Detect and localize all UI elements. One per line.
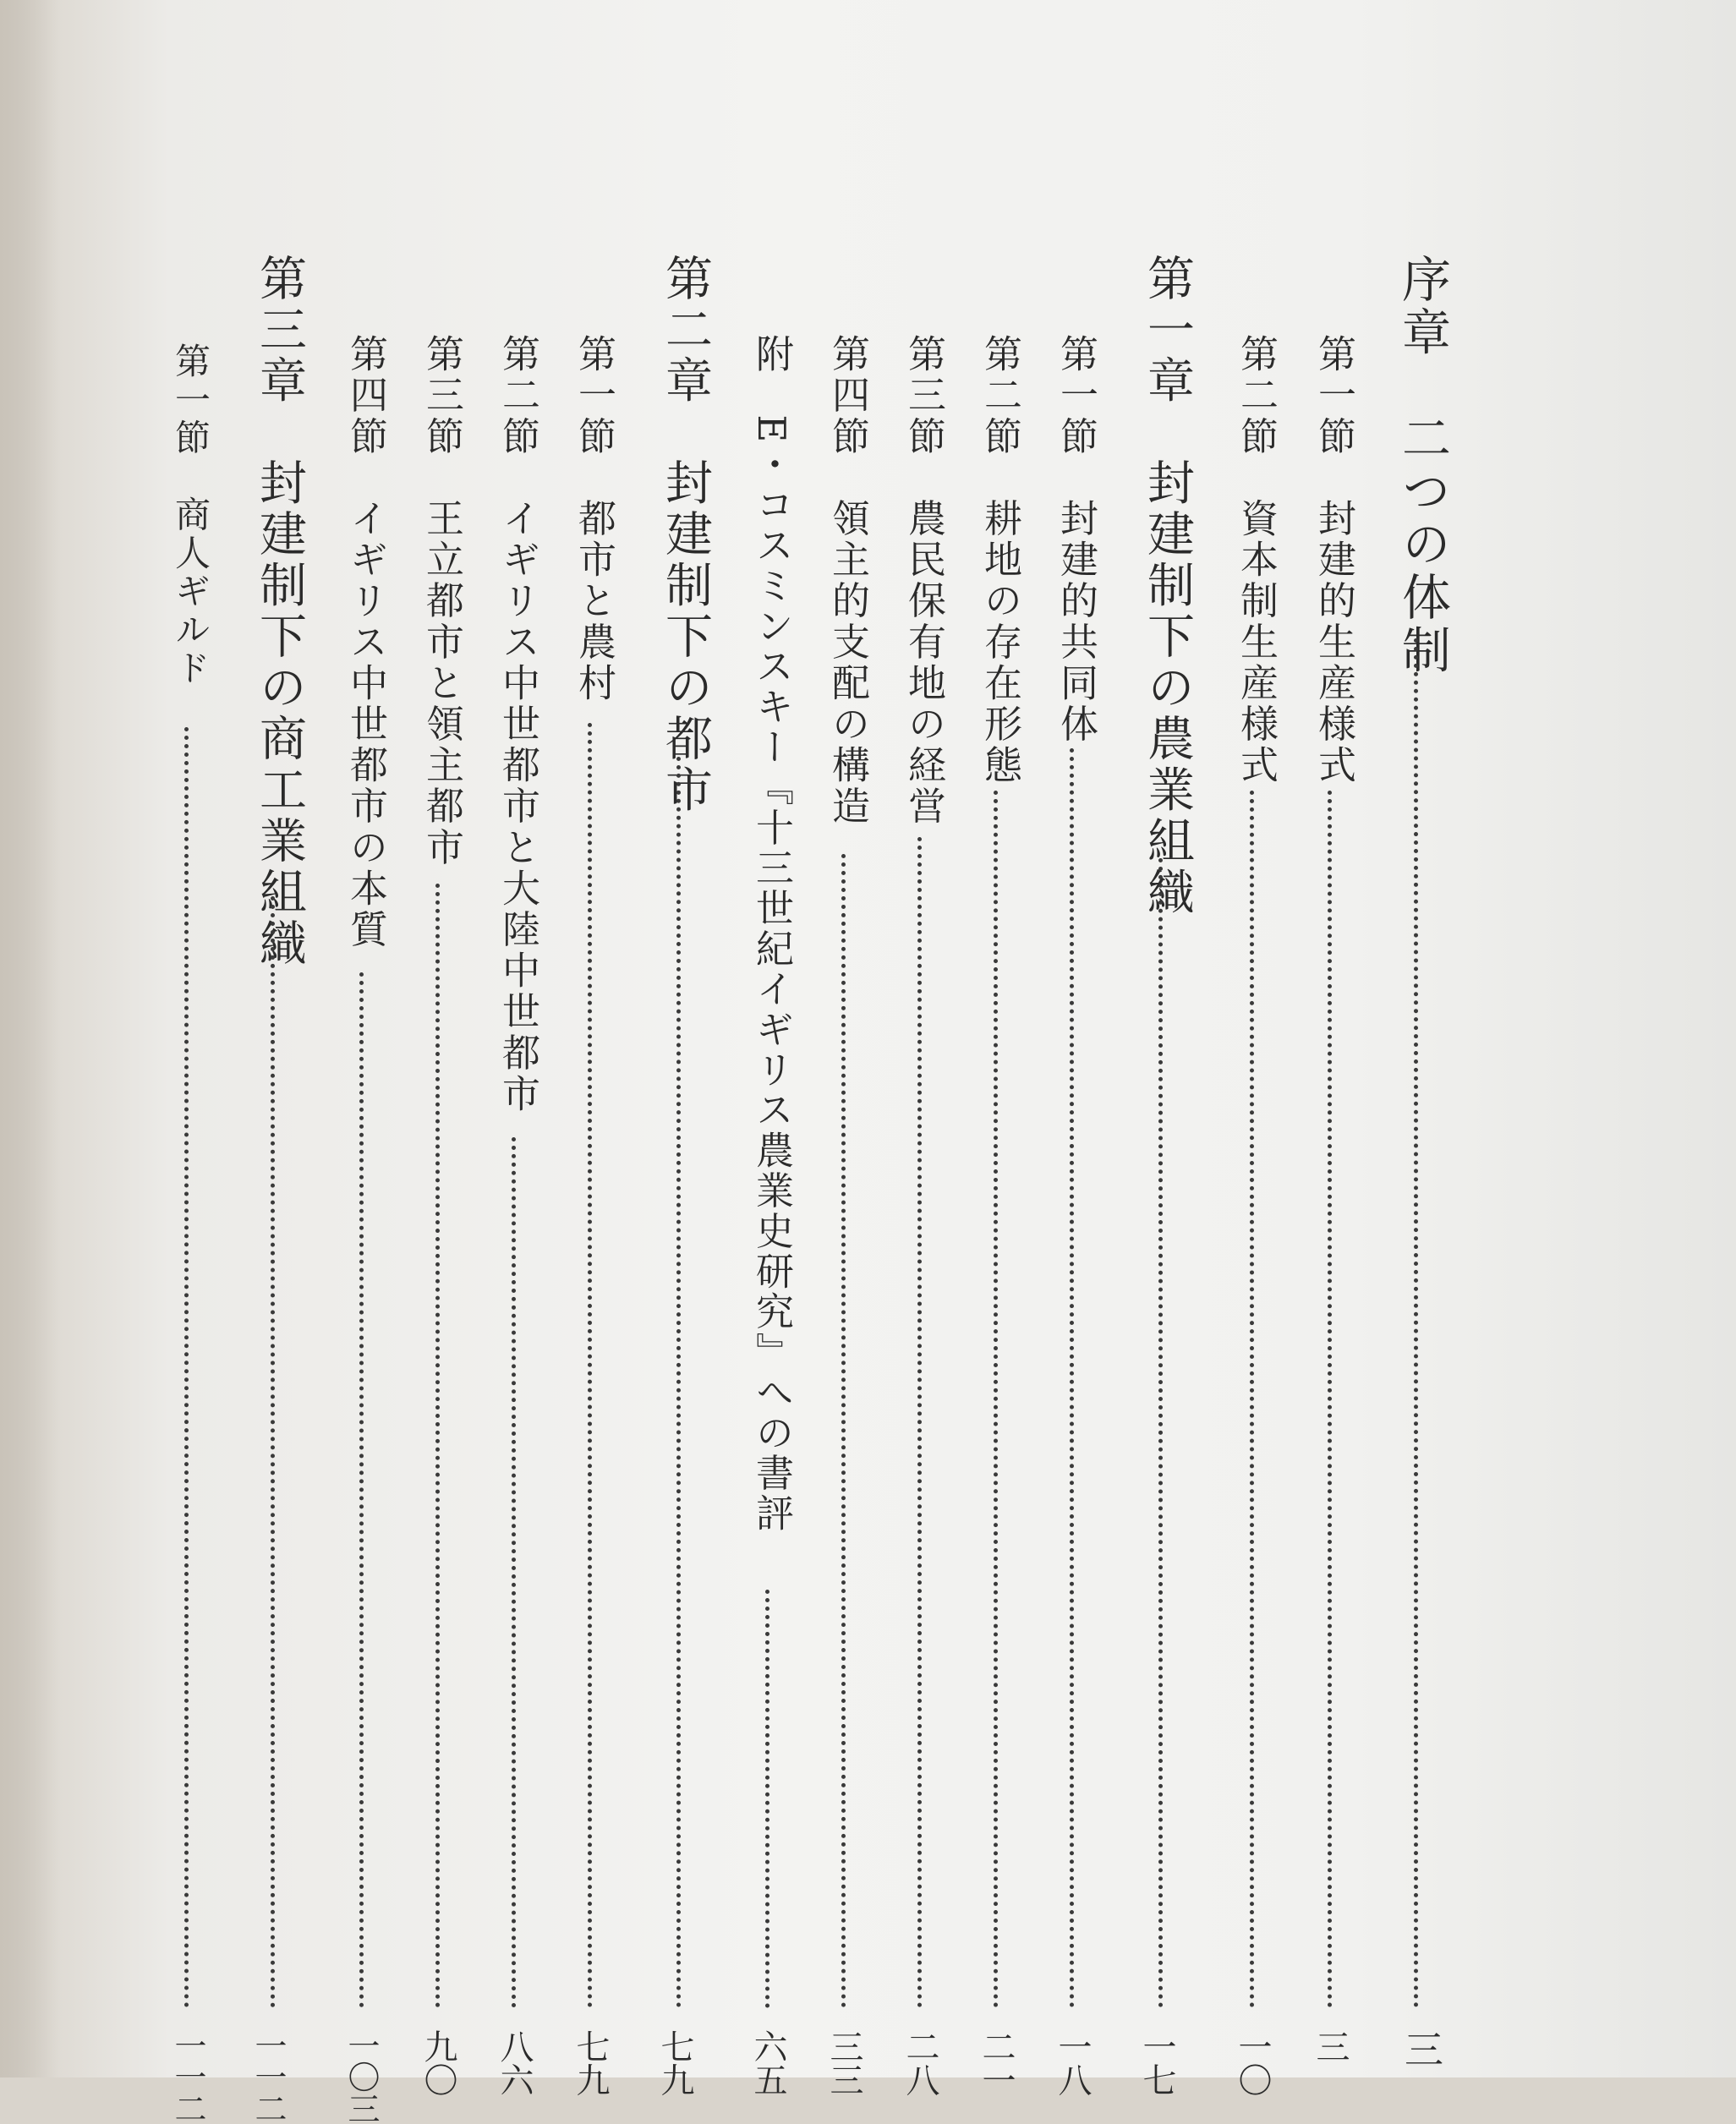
toc-entry-chapter — [1387, 0, 1451, 2077]
toc-leader-dots — [994, 791, 998, 2008]
toc-leader-dots — [435, 884, 440, 2008]
toc-entry-label: 第四節 イギリス中世都市の本質 — [343, 334, 388, 950]
toc-leader-dots — [359, 972, 364, 2008]
toc-leader-dots — [676, 757, 681, 2008]
toc-entry-label: 第一節 封建的生産様式 — [1312, 334, 1356, 786]
toc-entry-section — [972, 0, 1023, 2096]
toc-entry-chapter — [1133, 0, 1195, 2096]
toc-page-number: 二八 — [901, 2029, 939, 2096]
toc-page-number: 一〇 — [1233, 2029, 1272, 2096]
toc-page-number: 一七 — [1137, 2029, 1176, 2096]
toc-entry-section — [490, 0, 541, 2096]
toc-entry-section — [1049, 0, 1099, 2096]
toc-page-number: 一〇三 — [342, 2029, 380, 2124]
toc-leader-dots — [1414, 638, 1418, 2008]
toc-leader-dots — [1328, 791, 1332, 2008]
toc-entry-label: 第三節 農民保有地の経営 — [901, 334, 946, 828]
toc-entry-chapter — [651, 0, 713, 2096]
toc-entry-section — [1306, 0, 1357, 2077]
toc-page-number: 三三 — [824, 2029, 863, 2096]
toc-entry-label: 第三節 王立都市と領主都市 — [419, 334, 464, 868]
toc-leader-dots — [917, 837, 922, 2008]
toc-entry-section — [820, 0, 871, 2096]
toc-entry-label: 第二節 耕地の存在形態 — [978, 334, 1022, 786]
toc-entry-section — [1229, 0, 1279, 2096]
toc-leader-dots — [588, 723, 592, 2008]
toc-page-number: 一一二 — [249, 2029, 287, 2124]
toc-page-number: 一八 — [1053, 2029, 1092, 2096]
toc-entry-section — [896, 0, 947, 2096]
toc-entry-label: 第二章 封建制下の都市 — [658, 254, 713, 817]
toc-page-number: 七九 — [655, 2029, 694, 2096]
toc-page-number: 二一 — [977, 2029, 1016, 2096]
toc-leader-dots — [765, 1590, 769, 2008]
toc-page-number: 一一二 — [169, 2029, 206, 2124]
toc-entry-label: 第一節 商人ギルド — [170, 342, 211, 688]
toc-entry-label: 附 E・コスミンスキー『十三世紀イギリス農業史研究』への書評 — [749, 334, 794, 1534]
toc-page-number: 六五 — [748, 2029, 787, 2096]
toc-entry-section — [567, 0, 617, 2096]
toc-entry-section — [165, 0, 216, 2124]
toc-entry-section — [338, 0, 389, 2124]
toc-leader-dots — [841, 854, 846, 2008]
toc-entry-label: 第一節 都市と農村 — [572, 334, 616, 704]
toc-entry-label: 第一章 封建制下の農業組織 — [1140, 254, 1195, 919]
toc-entry-label: 序章 二つの体制 — [1394, 254, 1451, 678]
toc-page-number: 九〇 — [419, 2029, 457, 2096]
toc-leader-dots — [512, 1137, 516, 2008]
toc-page-number: 三 — [1311, 2029, 1350, 2063]
toc-leader-dots — [1250, 791, 1254, 2008]
toc-page-number: 三 — [1399, 2029, 1444, 2068]
toc-leader-dots — [184, 727, 189, 2008]
toc-entry-label: 第一節 封建的共同体 — [1054, 334, 1098, 745]
toc-page-number: 八六 — [495, 2029, 534, 2096]
toc-entry-chapter — [245, 0, 307, 2124]
toc-entry-label: 第二節 資本制生産様式 — [1234, 334, 1279, 786]
toc-entry-label: 第二節 イギリス中世都市と大陸中世都市 — [496, 334, 540, 1115]
page-gutter-shadow — [0, 0, 59, 2077]
toc-leader-dots — [271, 896, 275, 2008]
toc-leader-dots — [1158, 858, 1163, 2008]
toc-page-number: 七九 — [571, 2029, 610, 2096]
toc-leader-dots — [1070, 748, 1074, 2008]
toc-entry-section — [414, 0, 465, 2096]
toc-entry-appendix — [744, 0, 795, 2096]
toc-entry-label: 第三章 封建制下の商工業組織 — [252, 254, 307, 970]
toc-entry-label: 第四節 領主的支配の構造 — [825, 334, 870, 828]
